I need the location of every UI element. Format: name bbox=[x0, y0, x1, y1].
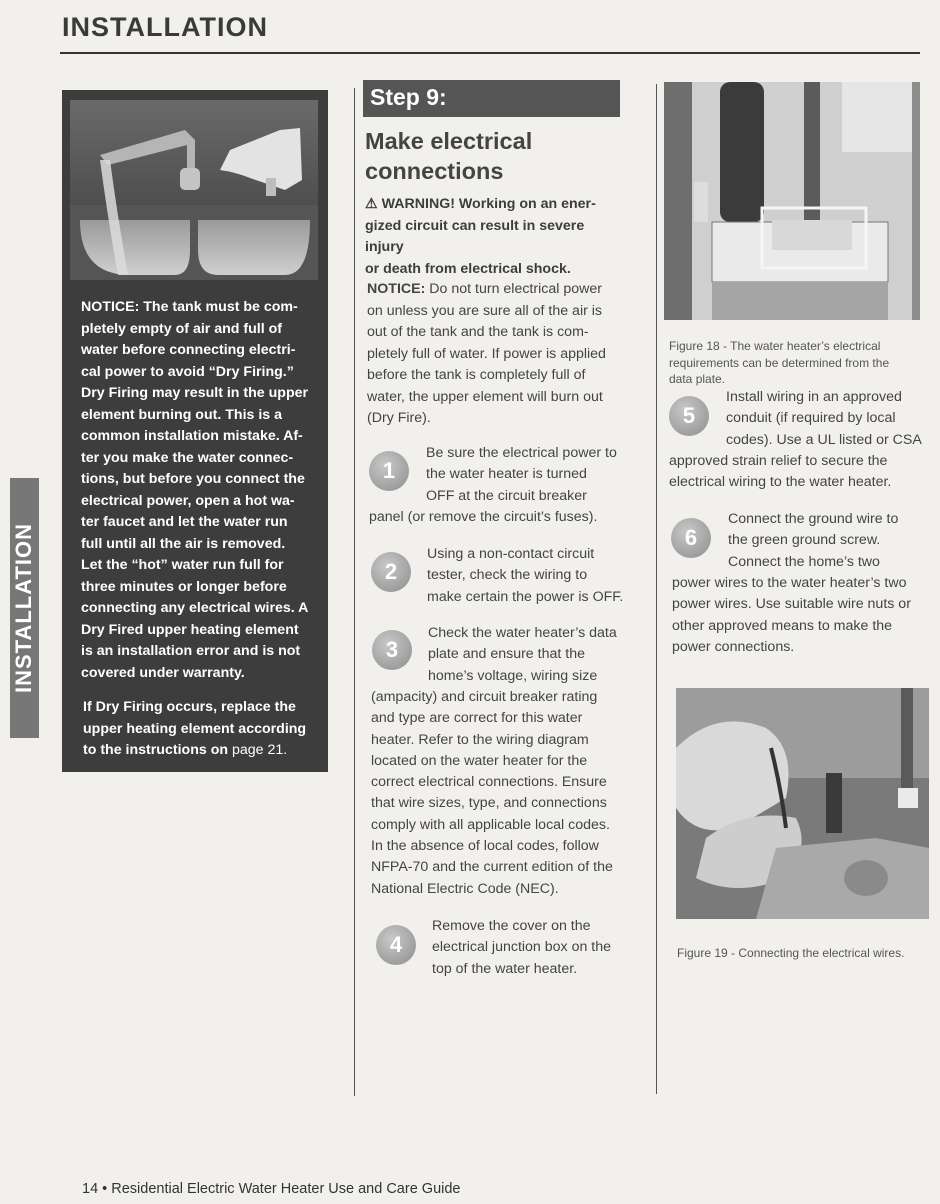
step-line: Check the water heater’s data bbox=[428, 625, 617, 641]
notice-line: pletely full of water. If power is applied bbox=[367, 345, 606, 362]
step-1-text bbox=[426, 443, 617, 507]
notice-line: element burning out. This is a bbox=[81, 406, 283, 423]
notice-line: pletely empty of air and full of bbox=[81, 320, 283, 337]
step-line: the water heater is turned bbox=[426, 466, 587, 483]
step-number-badge: 2 bbox=[371, 552, 411, 592]
warning-line bbox=[365, 194, 625, 216]
step-line: OFF at the circuit breaker bbox=[426, 487, 587, 504]
figure-18-caption bbox=[669, 338, 921, 388]
warning-line: or death from electrical shock. bbox=[365, 260, 571, 277]
page-reference: page 21. bbox=[228, 742, 288, 758]
step-line: plate and ensure that the bbox=[428, 646, 585, 663]
notice-paragraph bbox=[81, 297, 319, 684]
notice-line: out of the tank and the tank is com- bbox=[367, 324, 589, 340]
step-line: and type are correct for this water bbox=[371, 710, 583, 727]
notice-line: cal power to avoid “Dry Firing.” bbox=[81, 363, 294, 380]
step-5-text bbox=[726, 387, 922, 451]
step-line: Using a non-contact circuit bbox=[427, 546, 595, 562]
step-line: comply with all applicable local codes. bbox=[371, 816, 610, 833]
column-divider bbox=[354, 88, 355, 1096]
notice-line bbox=[367, 279, 627, 301]
header-rule bbox=[60, 52, 920, 54]
step-line: codes). Use a UL listed or CSA bbox=[726, 431, 922, 448]
step-line: heater. Refer to the wiring diagram bbox=[371, 731, 589, 748]
step-3-text bbox=[428, 623, 617, 687]
step-line: approved strain relief to secure the bbox=[669, 453, 888, 469]
dry-firing-paragraph bbox=[83, 697, 319, 762]
step-title-line: connections bbox=[365, 158, 504, 184]
step-number-badge: 5 bbox=[669, 396, 709, 436]
notice-line: upper heating element according bbox=[83, 720, 307, 737]
step-line: power wires to the water heater’s two bbox=[672, 575, 907, 591]
notice-line: (Dry Fire). bbox=[367, 410, 431, 426]
notice-line: electrical power, open a hot wa- bbox=[81, 492, 295, 509]
notice-line: before the tank is completely full of bbox=[367, 367, 586, 383]
step-5-text-wrap bbox=[669, 451, 927, 494]
notice-line: three minutes or longer before bbox=[81, 578, 287, 595]
step-line: other approved means to make the bbox=[672, 617, 893, 634]
warning-block bbox=[365, 194, 625, 280]
step-line: tester, check the wiring to bbox=[427, 567, 588, 584]
step-title bbox=[365, 126, 625, 186]
wiring-photo bbox=[676, 688, 929, 919]
notice-line: on unless you are sure all of the air is bbox=[367, 302, 603, 319]
step-line: Remove the cover on the bbox=[432, 918, 591, 934]
notice-line: ter faucet and let the water run bbox=[81, 514, 288, 530]
caption-line: requirements can be determined from the bbox=[669, 355, 890, 370]
step-4-text bbox=[432, 916, 611, 980]
step-line: that wire sizes, type, and connections bbox=[371, 795, 607, 812]
step-line: located on the water heater for the bbox=[371, 752, 588, 769]
notice-line: water before connecting electri- bbox=[81, 342, 296, 358]
step-line: the green ground screw. bbox=[728, 532, 881, 549]
step-6-text bbox=[728, 509, 898, 573]
notice-line: Dry Firing may result in the upper bbox=[81, 385, 309, 401]
notice-line bbox=[83, 740, 319, 762]
side-tab bbox=[10, 478, 39, 738]
step-line: Be sure the electrical power to bbox=[426, 445, 617, 461]
step-line: NFPA-70 and the current edition of the bbox=[371, 859, 613, 876]
step-line: correct electrical connections. Ensure bbox=[371, 774, 607, 791]
notice-line: tions, but before you connect the bbox=[81, 471, 305, 487]
step-number-badge: 4 bbox=[376, 925, 416, 965]
step-line: electrical junction box on the bbox=[432, 939, 612, 956]
notice-line: ter you make the water connec- bbox=[81, 449, 294, 466]
notice-line: Let the “hot” water run full for bbox=[81, 557, 284, 573]
step-2-text bbox=[427, 544, 623, 608]
step-line: Connect the ground wire to bbox=[728, 511, 899, 527]
column-divider bbox=[656, 84, 657, 1094]
caption-line: data plate. bbox=[669, 372, 726, 386]
notice-label: NOTICE: bbox=[367, 281, 426, 297]
step-label: Step 9: bbox=[370, 84, 447, 110]
step-3-text-wrap bbox=[371, 687, 639, 900]
notice-text: Do not turn electrical power bbox=[425, 281, 602, 297]
step-line: home’s voltage, wiring size bbox=[428, 667, 598, 684]
caption-line: Figure 18 - The water heater’s electrical bbox=[669, 339, 881, 353]
step-line: power wires. Use suitable wire nuts or bbox=[672, 596, 911, 613]
sink-faucet-photo bbox=[70, 100, 318, 280]
step-1-text-wrap: panel (or remove the circuit’s fuses). bbox=[369, 509, 598, 525]
step-number-badge: 1 bbox=[369, 451, 409, 491]
step-line: Install wiring in an approved bbox=[726, 389, 902, 405]
page-footer: 14 • Residential Electric Water Heater Use and Care Guide bbox=[82, 1181, 461, 1197]
notice-line: Dry Fired upper heating element bbox=[81, 621, 299, 638]
side-tab-label: INSTALLATION bbox=[11, 522, 37, 694]
notice-line: is an installation error and is not bbox=[81, 643, 301, 659]
figure-19-caption: Figure 19 - Connecting the electrical wires. bbox=[677, 946, 905, 960]
notice-line: NOTICE: The tank must be com- bbox=[81, 299, 298, 315]
notice-line: common installation mistake. Af- bbox=[81, 428, 303, 444]
step-title-line: Make electrical bbox=[365, 128, 533, 154]
power-notice bbox=[367, 279, 627, 430]
notice-line: connecting any electrical wires. A bbox=[81, 600, 309, 616]
step-line: make certain the power is OFF. bbox=[427, 588, 624, 605]
step-line: electrical wiring to the water heater. bbox=[669, 474, 892, 491]
notice-line-text: to the instructions on bbox=[83, 742, 229, 758]
step-line: (ampacity) and circuit breaker rating bbox=[371, 689, 598, 705]
step-line: conduit (if required by local bbox=[726, 410, 896, 427]
step-6-text-wrap bbox=[672, 573, 934, 658]
notice-line: If Dry Firing occurs, replace the bbox=[83, 699, 296, 715]
notice-line: covered under warranty. bbox=[81, 664, 245, 681]
warning-line: gized circuit can result in severe injury bbox=[365, 217, 585, 255]
step-number-badge: 3 bbox=[372, 630, 412, 670]
warning-triangle-icon: ⚠ bbox=[365, 196, 378, 212]
step-line: top of the water heater. bbox=[432, 960, 578, 977]
data-plate-photo bbox=[664, 82, 920, 320]
warning-text: WARNING! Working on an ener- bbox=[377, 196, 596, 212]
step-line: Connect the home’s two bbox=[728, 553, 880, 570]
notice-line: full until all the air is removed. bbox=[81, 535, 286, 552]
step-line: power connections. bbox=[672, 638, 795, 655]
notice-line: water, the upper element will burn out bbox=[367, 388, 603, 405]
page-title: INSTALLATION bbox=[62, 12, 268, 42]
step-line: In the absence of local codes, follow bbox=[371, 838, 599, 855]
step-number-badge: 6 bbox=[671, 518, 711, 558]
step-line: National Electric Code (NEC). bbox=[371, 880, 559, 897]
